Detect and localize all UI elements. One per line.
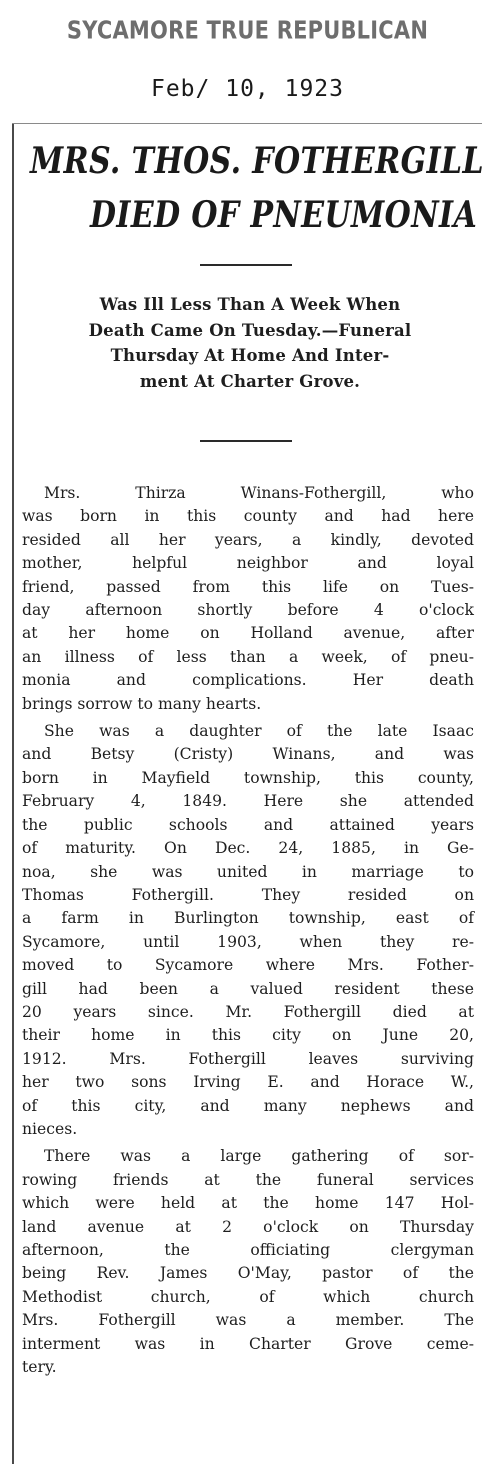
- body-line: of this city, and many nephews and: [22, 1096, 474, 1115]
- subheadline-deck: [30, 292, 470, 394]
- paragraph-3: [22, 1145, 474, 1379]
- publication-date: Feb/ 10, 1923: [150, 76, 344, 102]
- body-line: land avenue at 2 o'clock on Thursday: [22, 1217, 474, 1236]
- body-line: mother, helpful neighbor and loyal: [22, 554, 474, 573]
- body-line: rowing friends at the funeral services: [22, 1170, 474, 1189]
- body-line: was born in this county and had here: [22, 507, 474, 526]
- column-left-rule: [12, 124, 14, 1464]
- body-line: a farm in Burlington township, east of: [22, 909, 474, 928]
- body-line: resided all her years, a kindly, devoted: [22, 530, 474, 549]
- paragraph-2: [22, 720, 474, 1141]
- body-line: being Rev. James O'May, pastor of the: [22, 1264, 474, 1283]
- body-line: monia and complications. Her death: [22, 671, 474, 690]
- article-body: [22, 482, 474, 1379]
- body-line: noa, she was united in marriage to: [22, 862, 474, 881]
- column-top-rule: [12, 123, 482, 124]
- body-line: of maturity. On Dec. 24, 1885, in Ge-: [22, 839, 474, 858]
- newspaper-name-stamp: SYCAMORE TRUE REPUBLICAN: [66, 15, 429, 45]
- body-line: nieces.: [22, 1119, 78, 1138]
- deck-line: Was Ill Less Than A Week When: [99, 295, 401, 314]
- body-line: 1912. Mrs. Fothergill leaves surviving: [22, 1049, 474, 1068]
- deck-line: ment At Charter Grove.: [139, 371, 361, 391]
- body-line: an illness of less than a week, of pneu-: [22, 647, 474, 666]
- body-line: moved to Sycamore where Mrs. Fother-: [22, 956, 474, 975]
- body-line: She was a daughter of the late Isaac: [44, 722, 474, 741]
- body-line: Thomas Fothergill. They resided on: [22, 885, 474, 904]
- headline-line-1: MRS. THOS. FOTHERGILL: [30, 140, 485, 183]
- body-line: which were held at the home 147 Hol-: [22, 1194, 474, 1213]
- body-line: brings sorrow to many hearts.: [22, 694, 262, 713]
- body-line: afternoon, the officiating clergyman: [22, 1241, 474, 1259]
- body-line: day afternoon shortly before 4 o'clock: [22, 601, 474, 620]
- body-line: her two sons Irving E. and Horace W.,: [22, 1073, 474, 1092]
- body-line: 20 years since. Mr. Fothergill died at: [22, 1002, 474, 1021]
- body-line: gill had been a valued resident these: [22, 979, 474, 998]
- headline-line-2: DIED OF PNEUMONIA: [90, 194, 478, 237]
- body-line: interment was in Charter Grove ceme-: [22, 1334, 474, 1353]
- body-line: born in Mayfield township, this county,: [22, 768, 474, 787]
- body-line: Mrs. Fothergill was a member. The: [22, 1311, 474, 1330]
- body-line: the public schools and attained years: [22, 815, 474, 834]
- headline-divider: [200, 264, 292, 266]
- body-line: at her home on Holland avenue, after: [22, 624, 474, 643]
- body-line: Mrs. Thirza Winans-Fothergill, who: [44, 484, 474, 502]
- body-line: tery.: [22, 1358, 57, 1377]
- body-line: their home in this city on June 20,: [22, 1026, 474, 1045]
- body-line: and Betsy (Cristy) Winans, and was: [22, 745, 474, 764]
- paragraph-1: [22, 482, 474, 716]
- body-line: friend, passed from this life on Tues-: [22, 577, 474, 596]
- body-line: Sycamore, until 1903, when they re-: [22, 932, 474, 951]
- body-line: There was a large gathering of sor-: [44, 1147, 474, 1166]
- deck-divider: [200, 440, 292, 442]
- deck-line: Death Came On Tuesday.—Funeral: [88, 320, 412, 340]
- body-line: February 4, 1849. Here she attended: [22, 792, 474, 811]
- body-line: Methodist church, of which church: [22, 1287, 474, 1306]
- deck-line: Thursday At Home And Inter-: [110, 346, 390, 365]
